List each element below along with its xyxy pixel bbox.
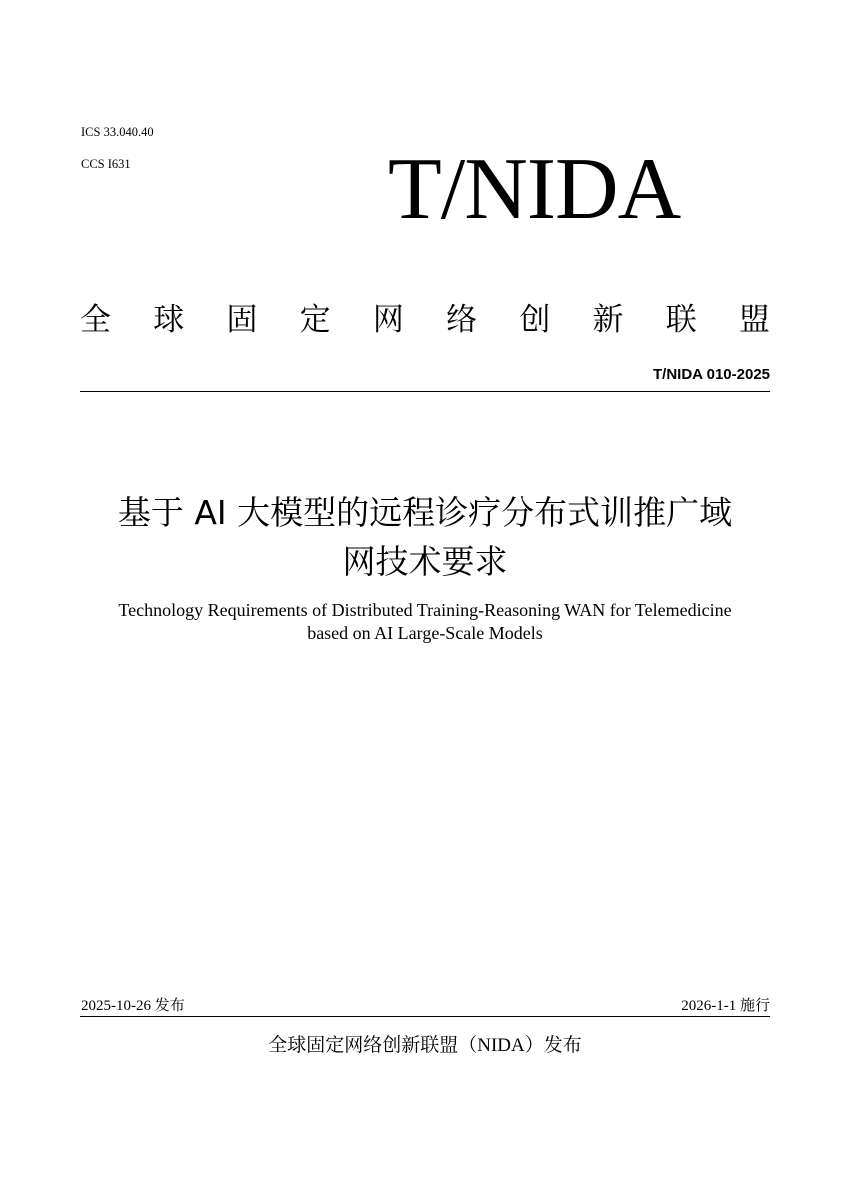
publisher-prefix: 全球固定网络创新联盟（ (268, 1034, 478, 1056)
publisher-suffix: ）发布 (524, 1034, 582, 1056)
org-char: 球 (153, 302, 185, 338)
org-char: 固 (226, 302, 258, 338)
standard-number: T/NIDA 010-2025 (653, 366, 770, 383)
org-char: 定 (299, 302, 331, 338)
ics-code: ICS 33.040.40 (81, 125, 154, 139)
footer-divider (80, 1016, 770, 1017)
publisher-abbr: NIDA (477, 1035, 525, 1056)
org-char: 创 (519, 302, 551, 338)
title-cn-line-2: 网技术要求 (342, 542, 508, 581)
org-char: 盟 (738, 302, 770, 338)
ccs-code: CCS I631 (81, 157, 131, 171)
org-char: 全 (80, 302, 111, 338)
standard-logo: T/NIDA (388, 141, 681, 238)
title-cn-line-1: 基于 AI 大模型的远程诊疗分布式训推广域 (117, 493, 733, 532)
org-char: 网 (372, 302, 404, 338)
org-char: 新 (592, 302, 624, 338)
org-char: 络 (446, 302, 478, 338)
title-english (60, 599, 790, 645)
effective-date: 2026-1-1 施行 (681, 998, 770, 1014)
org-char: 联 (665, 302, 697, 338)
publish-date: 2025-10-26 发布 (81, 998, 185, 1014)
organization-name (80, 298, 770, 342)
title-chinese (70, 488, 780, 586)
title-en-line-2: based on AI Large-Scale Models (307, 623, 543, 643)
title-en-line-1: Technology Requirements of Distributed Training-Reasoning WAN for Telemedicine (118, 600, 732, 620)
publisher-line (80, 1031, 770, 1060)
header-divider (80, 391, 770, 392)
